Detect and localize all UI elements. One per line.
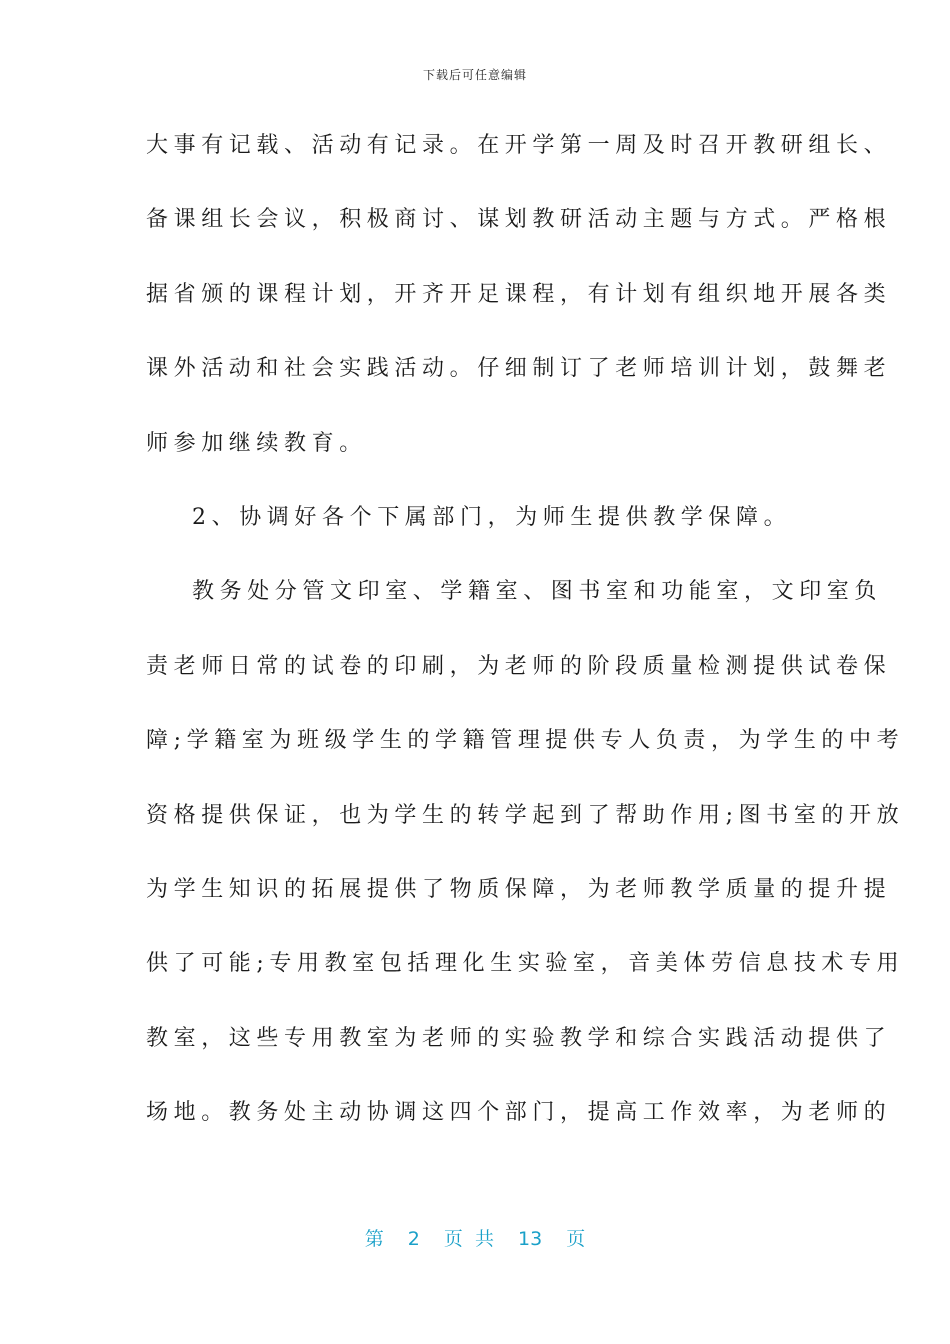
body-line: 备课组长会议，积极商讨、谋划教研活动主题与方式。严格根 [146, 207, 892, 233]
page-footer [0, 1224, 950, 1251]
body-line: 责老师日常的试卷的印刷，为老师的阶段质量检测提供试卷保 [146, 653, 892, 679]
body-line: 大事有记载、活动有记录。在开学第一周及时召开教研组长、 [146, 133, 892, 158]
body-line: 资格提供保证，也为学生的转学起到了帮助作用;图书室的开放 [146, 802, 905, 828]
footer-suffix: 页 [566, 1228, 586, 1250]
body-line: 据省颁的课程计划，开齐开足课程，有计划有组织地开展各类 [146, 281, 892, 307]
body-line: 场地。教务处主动协调这四个部门，提高工作效率，为老师的 [146, 1100, 892, 1126]
page-header: 下载后可任意编辑 [422, 68, 527, 82]
footer-prefix: 第 [364, 1228, 384, 1250]
body-line: 障;学籍室为班级学生的学籍管理提供专人负责，为学生的中考 [146, 728, 905, 754]
document-body [146, 120, 905, 1161]
section-heading: 2、协调好各个下属部门，为师生提供教学保障。 [192, 504, 792, 530]
footer-middle: 页 共 [443, 1228, 494, 1250]
body-line: 师参加继续教育。 [146, 430, 367, 456]
body-line: 供了可能;专用教室包括理化生实验室，音美体劳信息技术专用 [146, 951, 905, 977]
body-line: 课外活动和社会实践活动。仔细制订了老师培训计划，鼓舞老 [146, 356, 892, 382]
current-page-number: 2 [407, 1228, 420, 1250]
paragraph-first-line: 教务处分管文印室、学籍室、图书室和功能室，文印室负 [192, 579, 883, 605]
total-page-count: 13 [518, 1228, 543, 1250]
body-line: 教室，这些专用教室为老师的实验教学和综合实践活动提供了 [146, 1025, 892, 1051]
body-line: 为学生知识的拓展提供了物质保障，为老师教学质量的提升提 [146, 876, 892, 902]
